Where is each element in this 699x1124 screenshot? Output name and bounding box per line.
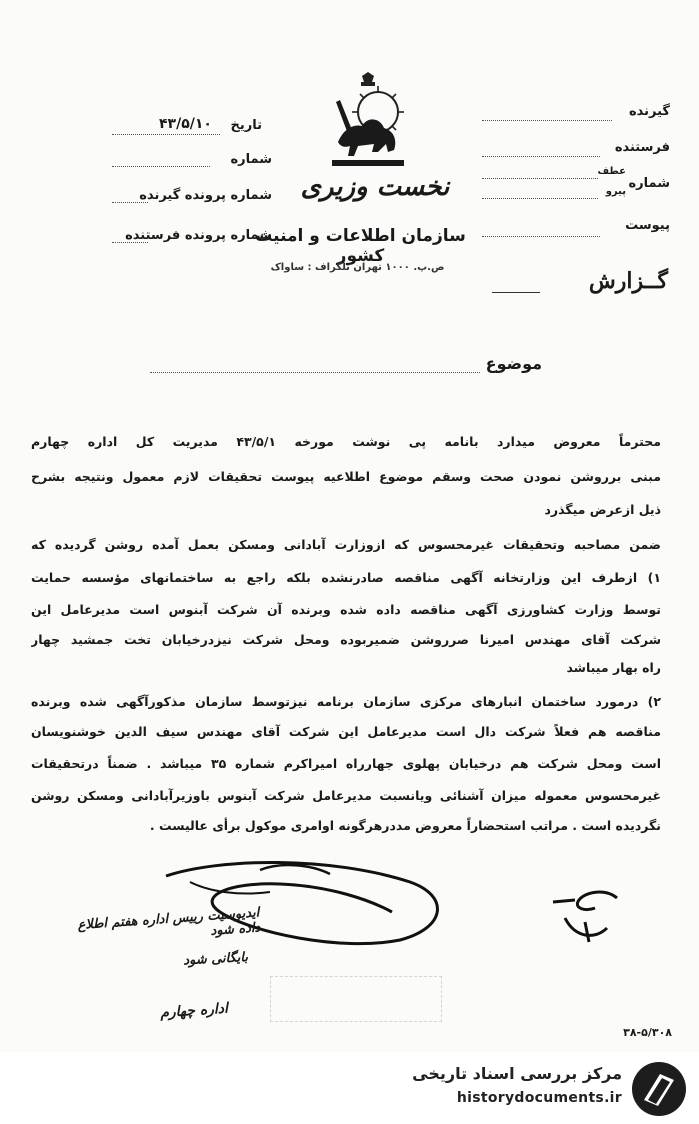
body-line-9: ۲) درمورد ساختمان انبارهای مرکزی سازمان برنامه نیزتوسط سازمان مذکورآگهی شده وبرنده — [31, 694, 661, 709]
body-line-11: است ومحل شرکت هم درخیابان پهلوی جهارراه امیراکرم شماره ۳۵ میباشد . ضمناً درتحقیقات — [31, 756, 661, 771]
sender-label: فرستنده — [614, 140, 670, 155]
sender-file-field-line — [112, 242, 148, 243]
body-line-10: مناقصه هم فعلاً شرکت دال است مدیرعامل این شرکت آقای مهندس سیف الدین خوشنویسان — [31, 724, 661, 739]
following-label: پیرو — [605, 186, 626, 197]
subject-field-line — [150, 372, 480, 373]
sender-field-line — [482, 156, 600, 157]
org-subtitle: سازمان اطلاعات و امنیت کشور — [255, 226, 466, 266]
attachment-field-line — [482, 236, 600, 237]
body-line-1: محترماً معروض میدارد بانامه پی نوشت مورخه ۴۳/۵/۱ مدیریت کل اداره چهارم — [31, 434, 661, 449]
receiver-file-number-label: شماره پرونده گیرنده — [139, 188, 272, 203]
body-line-8: راه بهار میباشد — [566, 660, 661, 675]
document-code: ۳۸-۵/۳۰۸ — [623, 1026, 672, 1039]
report-heading-rule — [492, 292, 540, 293]
archive-website: historydocuments.ir — [456, 1090, 622, 1106]
handwritten-note-2: بایگانی شود — [182, 950, 249, 969]
date-label: تاریخ — [230, 118, 262, 133]
body-line-6: توسط وزارت کشاورزی آگهی مناقصه داده شده وبرنده آن شرکت آبنوس است مدیرعامل این — [31, 602, 661, 617]
number-label-right: شماره — [628, 176, 670, 191]
number-field-line-left — [112, 166, 210, 167]
receiver-file-field-line — [112, 202, 148, 203]
faint-stamp — [270, 976, 442, 1022]
footer-watermark — [0, 1052, 699, 1124]
handwritten-note-1: ایدیوسیت رییس اداره هفتم اطلاع داده شود — [77, 905, 261, 939]
org-title: نخست وزیری — [300, 172, 450, 202]
archive-center-name: مرکز بررسی اسناد تاریخی — [412, 1064, 622, 1083]
sender-file-number-label: شماره پرونده فرستنده — [125, 228, 272, 243]
handwritten-note-3: اداره چهارم — [159, 1000, 229, 1022]
receiver-field-line — [482, 120, 612, 121]
number-label-left: شماره — [230, 152, 272, 167]
attachment-label: پیوست — [625, 218, 670, 233]
body-line-5: ۱) ازطرف این وزارتخانه آگهی مناقصه صادرنشده بلکه راجع به ساختمانهای مؤسسه حمایت — [31, 570, 661, 585]
body-line-3: ذیل ازعرض میگذرد — [544, 502, 661, 517]
signature-right-icon — [545, 878, 625, 948]
related-field-line — [482, 178, 598, 179]
body-line-4: ضمن مصاحبه وتحقیقات غیرمحسوس که ازوزارت آبادانی ومسکن بعمل آمده روشن گردیده که — [31, 537, 661, 552]
archive-logo-icon — [630, 1060, 688, 1118]
date-field-line — [112, 134, 220, 135]
receiver-label: گیرنده — [628, 104, 670, 119]
subject-label: موضوع — [485, 354, 542, 373]
date-value: ۴۳/۵/۱۰ — [159, 116, 212, 132]
related-label: عطف — [597, 166, 626, 177]
lion-and-sun-emblem-icon — [328, 72, 408, 170]
org-address: ص.پ. ۱۰۰۰ تهران تلگراف : ساواک — [270, 262, 445, 273]
body-line-12: غیرمحسوس معموله میزان آشنائی ویانسبت مدیرعامل شرکت آبنوس باوزیرآبادانی ومسکن روشن — [31, 788, 661, 803]
report-heading: گــزارش — [588, 268, 668, 294]
body-line-2: مبنی برروشن نمودن صحت وسقم موضوع اطلاعیه پیوست تحقیقات لازم معمول ونتیجه بشرح — [31, 469, 661, 484]
body-line-7: شرکت آقای مهندس امیرنا صرروشن ضمیربوده ومحل شرکت نیزدرخیابان تخت جمشید چهار — [31, 632, 661, 647]
body-line-13: نگردیده است . مراتب استحضاراً معروض مددرهرگونه اوامری موکول برأی عالیست . — [149, 818, 661, 833]
following-field-line — [482, 198, 598, 199]
